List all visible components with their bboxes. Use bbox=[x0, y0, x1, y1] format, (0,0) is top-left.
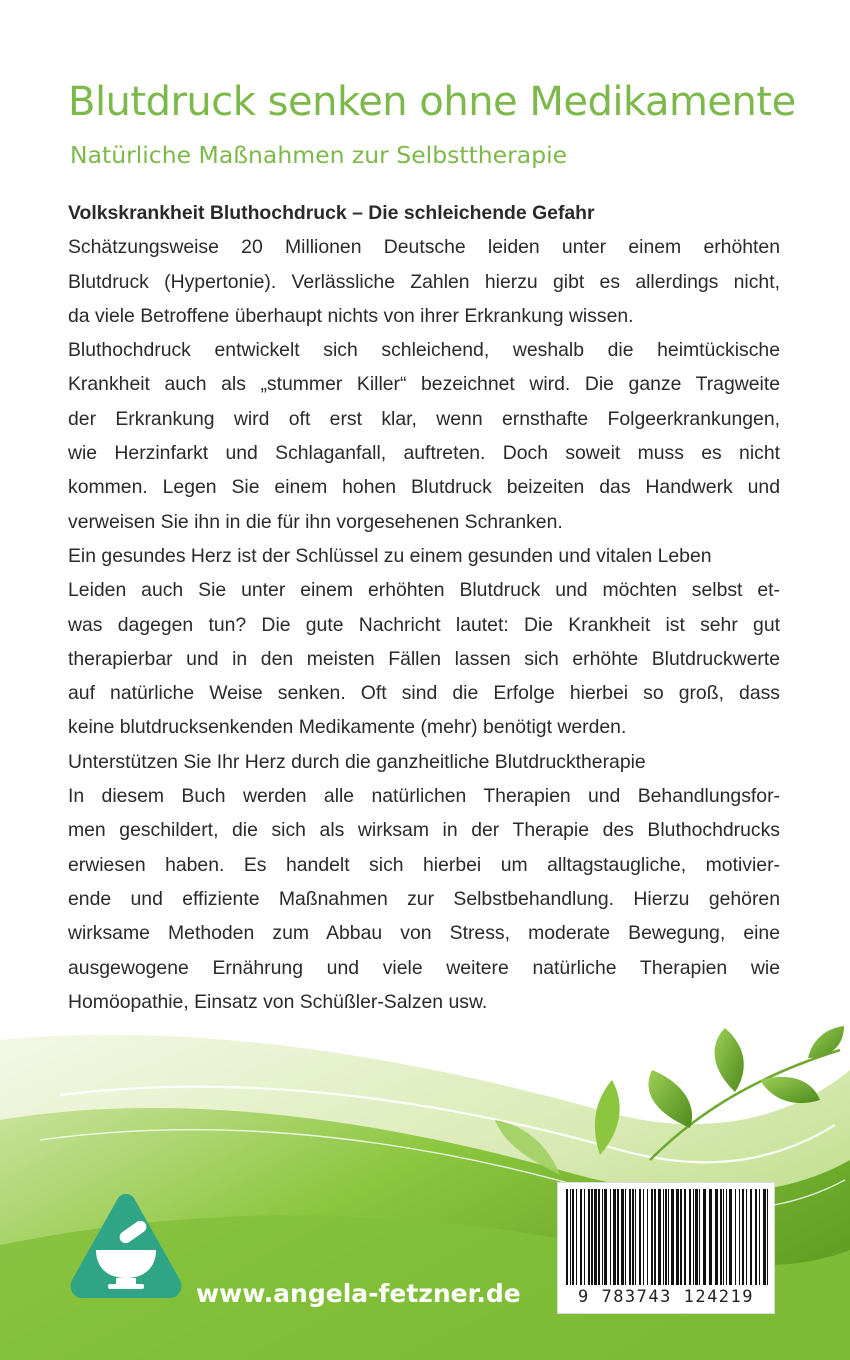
barcode-bar bbox=[676, 1189, 679, 1285]
barcode-bar bbox=[763, 1189, 766, 1285]
barcode-bar bbox=[570, 1189, 571, 1285]
text-line: wirksame Methoden zum Abbau von Stress, moderate Bewegung, eine bbox=[68, 922, 780, 945]
barcode-bar bbox=[572, 1189, 574, 1285]
text-line: ausgewogene Ernährung und viele weitere natürliche Therapien wie bbox=[68, 956, 780, 979]
text-line: Homöopathie, Einsatz von Schüßler-Salzen usw. bbox=[68, 990, 488, 1013]
barcode-bar bbox=[591, 1189, 593, 1285]
barcode-bar bbox=[629, 1189, 631, 1285]
website-url: www.angela-fetzner.de bbox=[196, 1279, 521, 1308]
text-line: Leiden auch Sie unter einem erhöhten Blutdruck und möchten selbst et- bbox=[68, 579, 780, 602]
barcode-bar bbox=[621, 1189, 624, 1285]
text-line: auf natürliche Weise senken. Oft sind die Erfolge hierbei so groß, dass bbox=[68, 682, 780, 705]
barcode-bar bbox=[584, 1189, 585, 1285]
barcode-bar bbox=[635, 1189, 636, 1285]
barcode-bar bbox=[684, 1189, 686, 1285]
barcode-bar bbox=[604, 1189, 607, 1285]
barcode-bar bbox=[693, 1189, 694, 1285]
barcode-bar bbox=[755, 1189, 757, 1285]
barcode-bar bbox=[689, 1189, 691, 1285]
book-subtitle: Natürliche Maßnahmen zur Selbsttherapie bbox=[70, 141, 568, 169]
barcode-bar bbox=[709, 1189, 712, 1285]
barcode-bar bbox=[625, 1189, 626, 1285]
barcode-bar bbox=[699, 1189, 700, 1285]
barcode-bar bbox=[695, 1189, 698, 1285]
barcode-bar bbox=[580, 1189, 582, 1285]
section-heading: Volkskrankheit Bluthochdruck – Die schleichende Gefahr bbox=[68, 202, 595, 224]
isbn-number: 9 783743 124219 bbox=[577, 1287, 755, 1307]
barcode-bar bbox=[715, 1189, 718, 1285]
text-line: da viele Betroffene überhaupt nichts von ihrer Erkrankung wissen. bbox=[68, 304, 634, 327]
barcode-bar bbox=[598, 1189, 600, 1285]
barcode-bars bbox=[566, 1189, 768, 1285]
text-line: therapierbar und in den meisten Fällen lassen sich erhöhte Blutdruckwerte bbox=[68, 647, 780, 670]
barcode-bar bbox=[759, 1189, 760, 1285]
text-line: wie Herzinfarkt und Schlaganfall, auftreten. Doch soweit muss es nicht bbox=[68, 442, 780, 465]
text-line: verweisen Sie ihn in die für ihn vorgesehenen Schranken. bbox=[68, 510, 563, 533]
text-line: der Erkrankung wird oft erst klar, wenn ernsthafte Folgeerkrankungen, bbox=[68, 407, 780, 430]
text-line: men geschildert, die sich als wirksam in der Therapie des Bluthochdrucks bbox=[68, 819, 780, 842]
text-line: Krankheit auch als „stummer Killer“ bezeichnet wird. Die ganze Tragweite bbox=[68, 373, 780, 396]
barcode-bar bbox=[703, 1189, 706, 1285]
barcode-bar bbox=[654, 1189, 656, 1285]
barcode-bar bbox=[726, 1189, 727, 1285]
text-line: Bluthochdruck entwickelt sich schleichend, weshalb die heimtückische bbox=[68, 339, 780, 362]
barcode-bar bbox=[723, 1189, 724, 1285]
text-line: Blutdruck (Hypertonie). Verlässliche Zahlen hierzu gibt es allerdings nicht, bbox=[68, 270, 780, 293]
text-line: Ein gesundes Herz ist der Schlüssel zu einem gesunden und vitalen Leben bbox=[68, 544, 712, 567]
text-line: erwiesen haben. Es handelt sich hierbei um alltagstaugliche, motivier- bbox=[68, 853, 780, 876]
barcode-bar bbox=[594, 1189, 597, 1285]
text-line: keine blutdrucksenkenden Medikamente (mehr) benötigt werden. bbox=[68, 716, 627, 739]
barcode-bar bbox=[767, 1189, 768, 1285]
text-line: In diesem Buch werden alle natürlichen Therapien und Behandlungsfor- bbox=[68, 785, 780, 808]
barcode-bar bbox=[617, 1189, 619, 1285]
barcode-bar bbox=[643, 1189, 644, 1285]
barcode-bar bbox=[647, 1189, 648, 1285]
barcode-bar bbox=[658, 1189, 661, 1285]
isbn-barcode bbox=[557, 1182, 775, 1314]
text-line: was dagegen tun? Die gute Nachricht lautet: Die Krankheit ist sehr gut bbox=[68, 613, 780, 636]
barcode-bar bbox=[720, 1189, 722, 1285]
blurb-text bbox=[68, 196, 780, 1019]
barcode-bar bbox=[651, 1189, 653, 1285]
text-line: kommen. Legen Sie einem hohen Blutdruck beizeiten das Handwerk und bbox=[68, 476, 780, 499]
barcode-bar bbox=[735, 1189, 736, 1285]
text-line: Unterstützen Sie Ihr Herz durch die ganzheitliche Blutdrucktherapie bbox=[68, 750, 646, 773]
barcode-bar bbox=[671, 1189, 674, 1285]
barcode-bar bbox=[739, 1189, 740, 1285]
barcode-bar bbox=[576, 1189, 577, 1285]
barcode-bar bbox=[746, 1189, 747, 1285]
mortar-and-pestle-logo bbox=[66, 1190, 186, 1302]
barcode-bar bbox=[566, 1189, 568, 1285]
barcode-bar bbox=[588, 1189, 590, 1285]
barcode-bar bbox=[742, 1189, 744, 1285]
barcode-bar bbox=[610, 1189, 611, 1285]
barcode-bar bbox=[668, 1189, 669, 1285]
barcode-bar bbox=[613, 1189, 616, 1285]
barcode-bar bbox=[729, 1189, 732, 1285]
book-title: Blutdruck senken ohne Medikamente bbox=[68, 79, 796, 125]
barcode-bar bbox=[680, 1189, 682, 1285]
barcode-bar bbox=[602, 1189, 603, 1285]
barcode-bar bbox=[665, 1189, 667, 1285]
text-line: ende und effiziente Maßnahmen zur Selbstbehandlung. Hierzu gehören bbox=[68, 887, 780, 910]
barcode-bar bbox=[632, 1189, 634, 1285]
barcode-bar bbox=[639, 1189, 641, 1285]
text-line: Schätzungsweise 20 Millionen Deutsche leiden unter einem erhöhten bbox=[68, 236, 780, 259]
barcode-bar bbox=[663, 1189, 664, 1285]
barcode-bar bbox=[750, 1189, 752, 1285]
